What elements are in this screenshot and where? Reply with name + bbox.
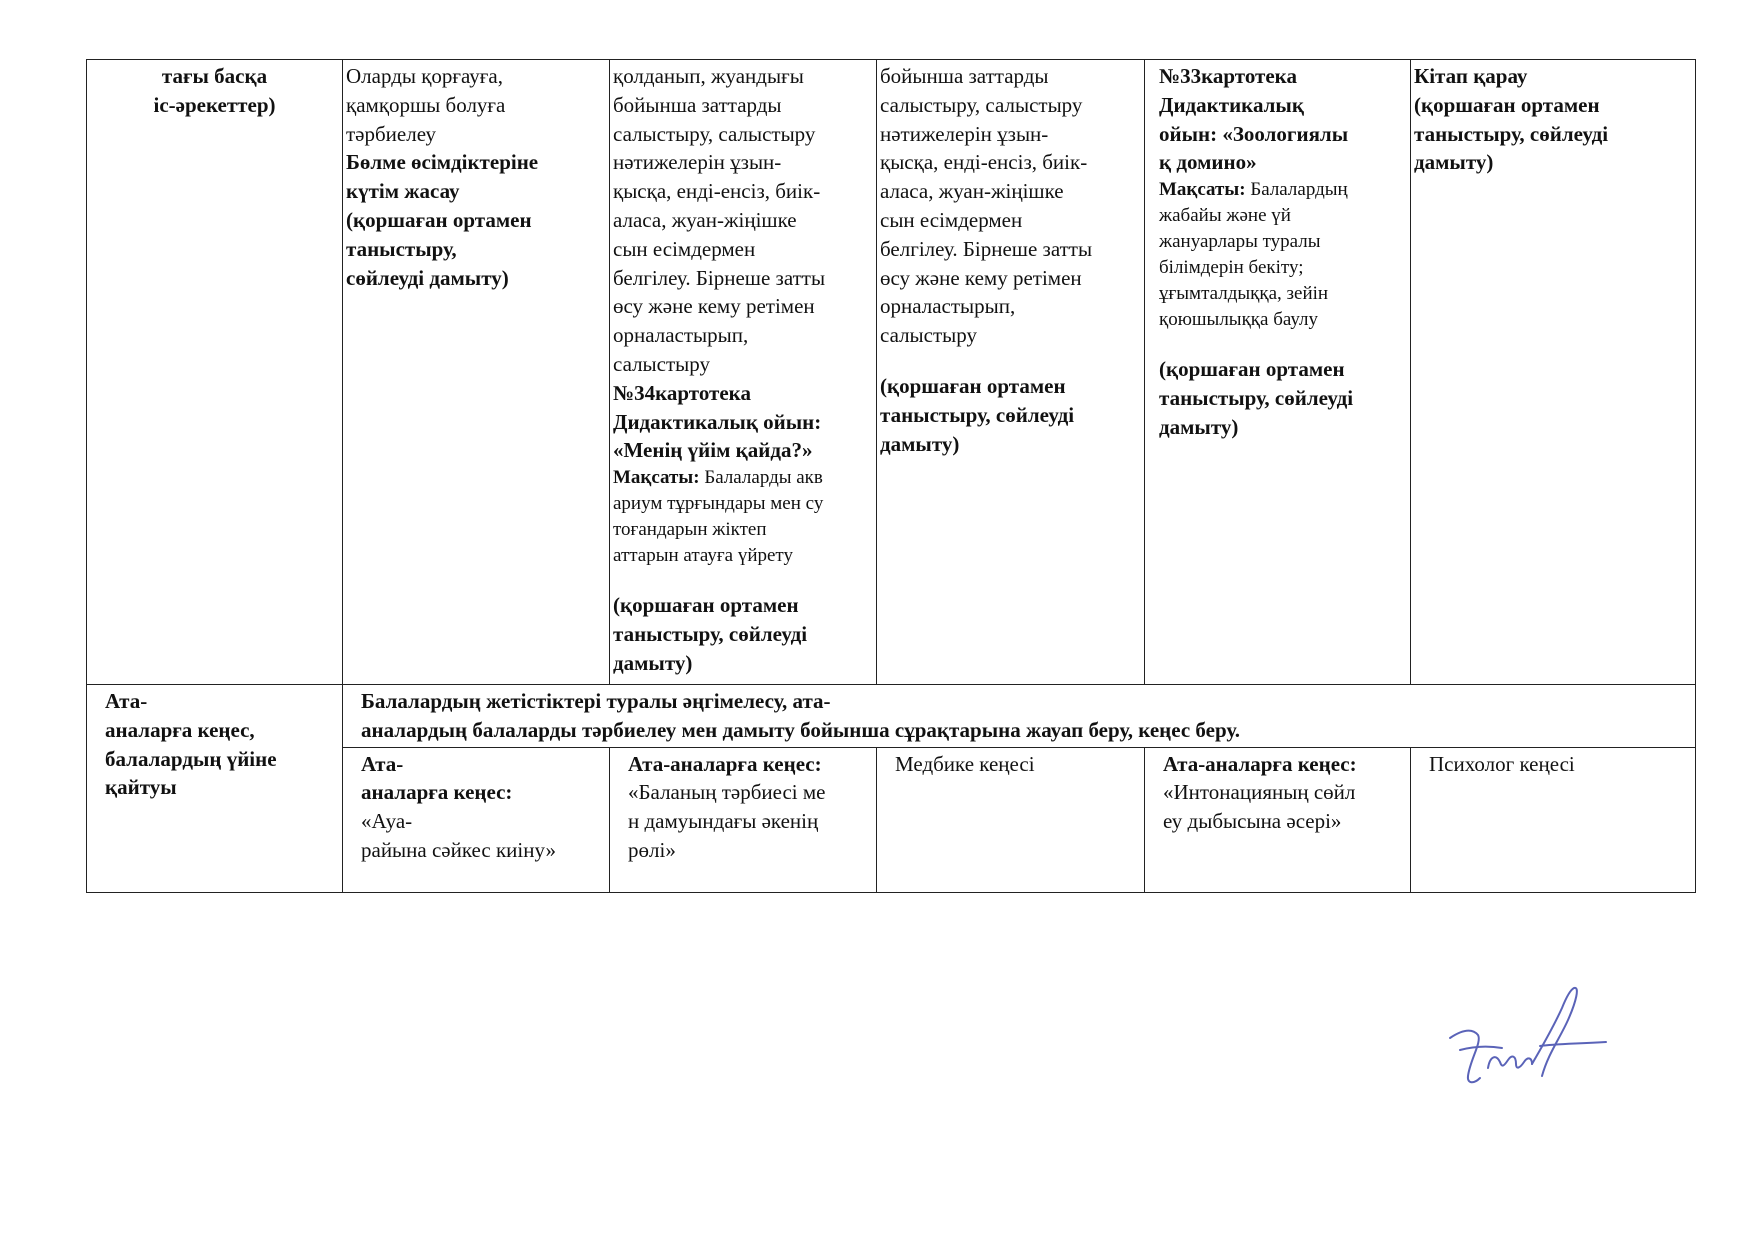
activity-cell-4 — [1145, 60, 1411, 685]
game-title: №34картотека Дидактикалық ойын: «Менің үйім қайда?» — [613, 380, 822, 463]
advice-label: Ата- аналарға кеңес: — [361, 751, 513, 805]
area-note: (қоршаған ортамен таныстыру, сөйлеуді дамыту) — [613, 593, 808, 675]
row-header-cell — [87, 685, 343, 893]
activity-cell-3 — [877, 60, 1145, 685]
goal-text: Балалардың жабайы және үй жануарлары туралы білімдерін бекіту; ұғымталдыққа, зейін қоюшылыққа баулу — [1159, 179, 1348, 331]
table-row — [87, 685, 1696, 748]
advice-cell-1 — [343, 747, 610, 892]
advice-text: «Баланың тәрбиесі ме н дамуындағы әкенің рөлі» — [628, 780, 826, 862]
advice-text: «Ауа- райына сәйкес киіну» — [361, 809, 556, 862]
advice-label: Ата-аналарға кеңес: — [1163, 751, 1357, 776]
goal-label: Мақсаты: — [613, 467, 700, 489]
plan-table — [86, 59, 1696, 893]
goal-label: Мақсаты: — [1159, 179, 1246, 201]
row-header-text: тағы басқа іс-әрекеттер) — [153, 64, 276, 117]
merged-cell — [343, 685, 1696, 748]
area-note: (қоршаған ортамен таныстыру, сөйлеуді дамыту) — [1159, 357, 1354, 439]
merged-text: Балалардың жетістіктері туралы әңгімелесу, ата- аналардың балаларды тәрбиелеу мен дамыту бойынша сұрақтарына жауап беру, кеңес беру. — [361, 689, 1241, 742]
activity-cell-5 — [1411, 60, 1696, 685]
advice-text: Медбике кеңесі — [895, 751, 1035, 776]
advice-cell-5 — [1411, 747, 1696, 892]
advice-label: Ата-аналарға кеңес: — [628, 751, 822, 776]
advice-cell-3 — [877, 747, 1145, 892]
activity-title: Бөлме өсімдіктеріне күтім жасау (қоршаған ортамен таныстыру, сөйлеуді дамыту) — [346, 150, 539, 290]
advice-text: Психолог кеңесі — [1429, 751, 1575, 776]
advice-cell-2 — [610, 747, 877, 892]
row-header-text: Ата- аналарға кеңес, балалардың үйіне қайтуы — [105, 689, 277, 800]
activity-cell-2 — [610, 60, 877, 685]
goal-text: Балаларды акв ариум тұрғындары мен су тоғандарын жіктеп аттарын атауға үйрету — [613, 467, 824, 567]
activity-text: Оларды қорғауға, қамқоршы болуға тәрбиелеу — [346, 64, 506, 146]
activity-text: бойынша заттарды салыстыру, салыстыру нәтижелерін ұзын- қысқа, енді-енсіз, биік- аласа, жуан-жіңішке сын есімдермен белгілеу. Бірнеше затты өсу және кему ретімен орналастырып, салыстыру — [880, 64, 1093, 348]
activity-text: қолданып, жуандығы бойынша заттарды салыстыру, салыстыру нәтижелерін ұзын- қысқа, енді-енсіз, биік- аласа, жуан-жіңішке сын есімдермен белгілеу. Бірнеше затты өсу және кему ретімен орналастырып, салыстыру — [613, 64, 826, 376]
area-note: (қоршаған ортамен таныстыру, сөйлеуді дамыту) — [880, 373, 1075, 456]
row-header-cell — [87, 60, 343, 685]
goal-block — [1159, 177, 1407, 333]
activity-cell-1 — [343, 60, 610, 685]
advice-text: «Интонацияның сөйл еу дыбысына әсері» — [1163, 780, 1356, 834]
advice-cell-4 — [1145, 747, 1411, 892]
goal-block — [613, 465, 873, 569]
signature — [1430, 980, 1630, 1100]
table-row — [87, 60, 1696, 685]
activity-title: Кітап қарау (қоршаған ортамен таныстыру, сөйлеуді дамыту) — [1414, 64, 1609, 175]
game-title: №33картотека Дидактикалық ойын: «Зоологиялы қ домино» — [1159, 64, 1349, 175]
